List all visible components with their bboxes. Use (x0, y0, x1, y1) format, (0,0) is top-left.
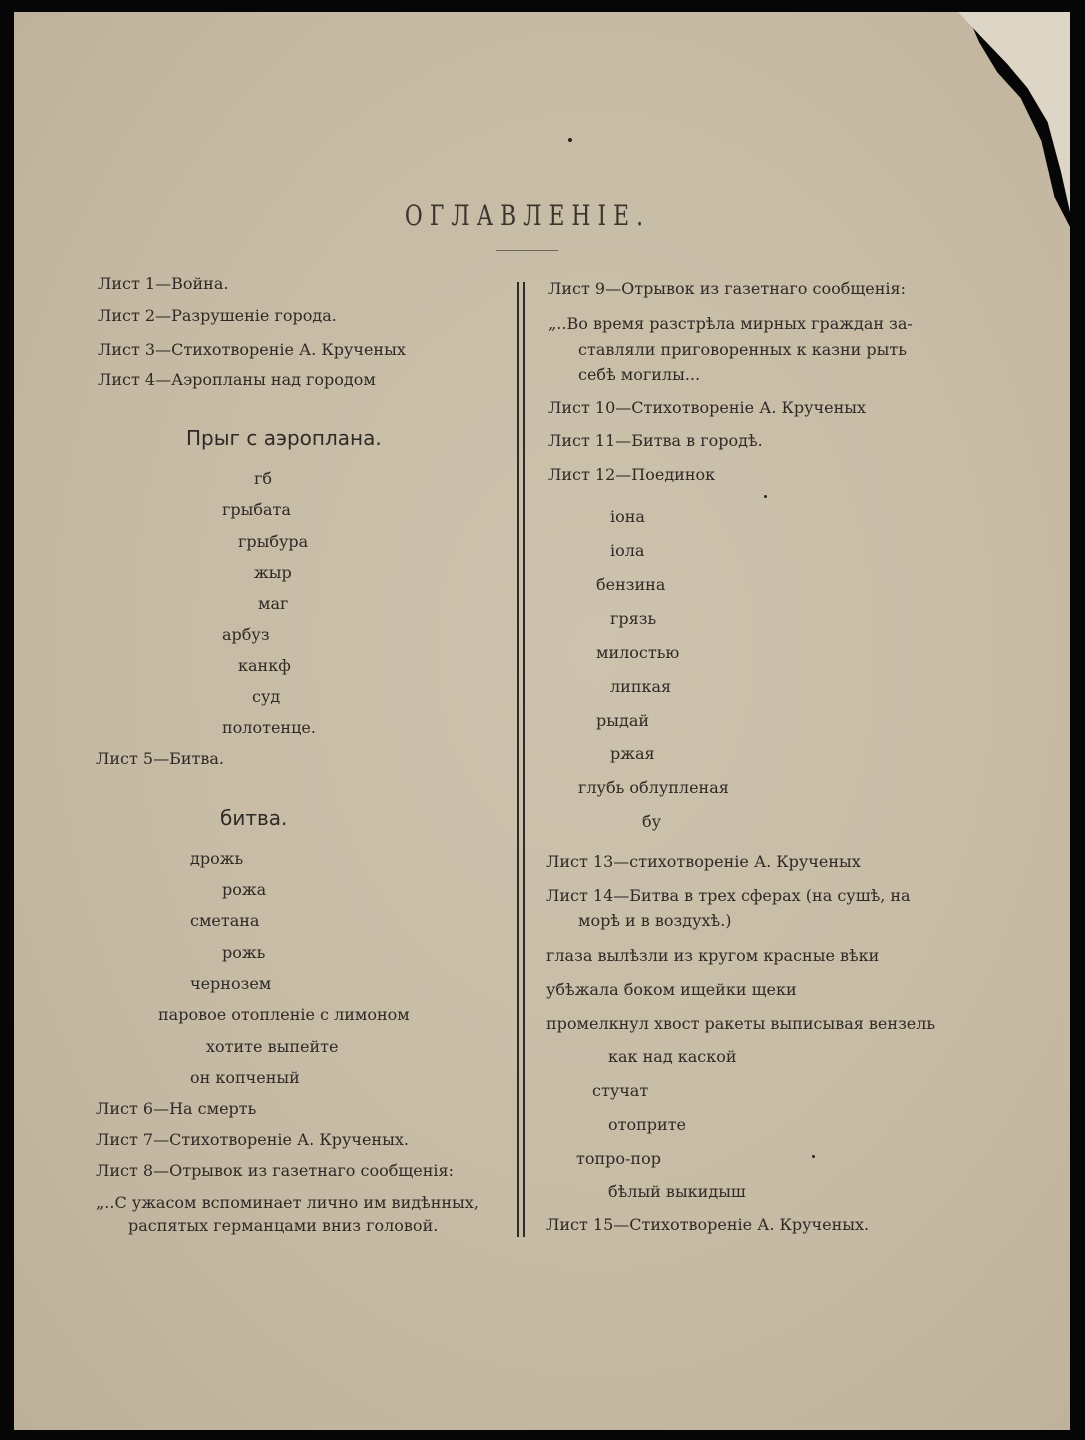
page-title: ОГЛАВЛЕНIЕ. (404, 199, 651, 232)
poem-line: глубь облупленая (578, 778, 729, 797)
poem-line: сметана (190, 911, 260, 930)
toc-entry: Лист 12—Поединок (548, 465, 716, 484)
poem-line: полотенце. (222, 718, 316, 737)
poem-line: канкф (238, 656, 291, 675)
poem-line: маг (258, 594, 289, 613)
ink-dot (764, 495, 767, 498)
poem-line: липкая (610, 677, 672, 696)
poem-line: отоприте (608, 1115, 687, 1134)
poem-line: гб (254, 469, 273, 488)
poem-line: дрожь (190, 849, 244, 868)
toc-entry: Лист 9—Отрывок из газетнаго сообщенiя: (548, 279, 906, 298)
poem-line: убѣжала боком ищейки щеки (546, 980, 797, 999)
poem-line: рожа (222, 880, 267, 899)
poem-line: бѣлый выкидыш (608, 1182, 746, 1201)
toc-entry: Лист 13—стихотворенiе А. Крученых (546, 852, 861, 871)
toc-entry: Лист 5—Битва. (96, 749, 224, 768)
poem-line: грыбура (238, 532, 309, 551)
toc-entry: Лист 8—Отрывок из газетнаго сообщенiя: (96, 1161, 454, 1180)
column-divider (517, 282, 519, 1237)
poem-line: рожь (222, 943, 266, 962)
toc-entry: Лист 15—Стихотворенiе А. Крученых. (546, 1215, 870, 1234)
toc-entry: Лист 7—Стихотворенiе А. Крученых. (96, 1130, 409, 1149)
poem-line: топро-пор (576, 1149, 661, 1168)
poem-line: грыбата (222, 500, 291, 519)
poem-line: стучат (592, 1081, 649, 1100)
ink-dot (812, 1155, 815, 1158)
toc-entry: Лист 14—Битва в трех сферах (на сушѣ, на (546, 886, 911, 905)
toc-entry: Лист 11—Битва в городѣ. (548, 431, 763, 450)
toc-entry: Лист 2—Разрушенiе города. (98, 306, 337, 325)
poem-title: битва. (220, 806, 288, 830)
poem-line: iола (610, 541, 645, 560)
poem-line: iона (610, 507, 645, 526)
poem-line: милостью (596, 643, 680, 662)
poem-line: глаза вылѣзли из кругом красные вѣки (546, 946, 880, 965)
toc-entry: Лист 1—Война. (98, 274, 229, 293)
poem-line: грязь (610, 609, 657, 628)
quote-line: распятых германцами вниз головой. (128, 1216, 439, 1235)
poem-line: рыдай (596, 711, 650, 730)
title-divider (496, 250, 558, 251)
toc-entry: морѣ и в воздухѣ.) (578, 911, 732, 930)
quote-line: ставляли приговоренных к казни рыть (578, 340, 907, 359)
poem-line: бензина (596, 575, 666, 594)
poem-line: он копченый (190, 1068, 300, 1087)
poem-line: паровое отопленiе с лимоном (158, 1005, 410, 1024)
poem-line: хотите выпейте (206, 1037, 339, 1056)
quote-line: себѣ могилы... (578, 365, 701, 384)
poem-line: чернозем (190, 974, 272, 993)
toc-entry: Лист 10—Стихотворенiе А. Крученых (548, 398, 867, 417)
ink-dot (568, 138, 572, 142)
poem-line: суд (252, 687, 281, 706)
toc-entry: Лист 6—На смерть (96, 1099, 257, 1118)
toc-entry: Лист 4—Аэропланы над городом (98, 370, 376, 389)
column-divider (523, 282, 525, 1237)
poem-line: жыр (254, 563, 292, 582)
poem-title: Прыг с аэроплана. (186, 426, 382, 450)
poem-line: арбуз (222, 625, 270, 644)
poem-line: бу (642, 812, 662, 831)
poem-line: как над каской (608, 1047, 737, 1066)
poem-line: промелкнул хвост ракеты выписывая вензель (546, 1014, 936, 1033)
quote-line: „..С ужасом вспоминает лично им видѣнных, (96, 1193, 479, 1212)
poem-line: ржая (610, 744, 655, 763)
quote-line: „..Во время разстрѣла мирных граждан за- (548, 314, 913, 333)
toc-entry: Лист 3—Стихотворенiе А. Крученых (98, 340, 406, 359)
